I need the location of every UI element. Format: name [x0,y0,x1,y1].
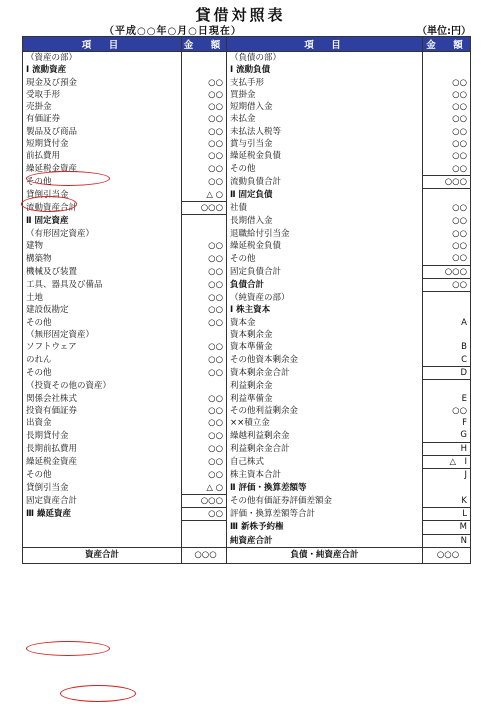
asset-item-amount: ○○ [182,163,227,176]
table-row [23,508,471,521]
table-row [23,354,471,367]
asset-item-amount: ○○ [182,265,227,278]
liability-item-amount: H [423,442,471,455]
asset-item-label: その他 [23,366,182,379]
table-row [23,405,471,417]
liability-item-amount: L [423,508,471,521]
asset-item-label: 売掛金 [23,101,182,113]
liability-item-amount: ○○ [423,202,471,215]
liability-item-label: 株主資本合計 [227,469,423,482]
asset-item-amount: ○○ [182,469,227,482]
asset-item-amount: ○○ [182,393,227,405]
liability-item-label: 支払手形 [227,77,423,89]
liability-item-label: 資本剰余金合計 [227,366,423,379]
table-row [23,429,471,442]
asset-item-amount: ○○ [182,150,227,162]
asset-item-amount: ○○ [182,417,227,429]
table-row [23,304,471,316]
table-row [23,329,471,341]
liability-item-label: 社債 [227,202,423,215]
asset-item-amount: ○○ [182,278,227,291]
table-row [23,393,471,405]
liability-item-amount: ○○ [423,240,471,252]
liability-item-label: ××積立金 [227,417,423,429]
liability-item-label: 自己株式 [227,456,423,469]
asset-item-label: ソフトウェア [23,341,182,353]
assets-item-header: 項 目 [23,37,182,52]
table-row [23,469,471,482]
liability-item-amount [423,329,471,341]
liability-item-label: 退職給付引当金 [227,228,423,240]
table-row [23,89,471,101]
table-row [23,494,471,507]
asset-item-amount: △ ○ [182,189,227,202]
total-assets-label: 資産合計 [23,548,182,564]
total-assets-amount: ○○○ [182,548,227,564]
liability-item-label: 負債合計 [227,278,423,291]
asset-item-label: 貸倒引当金 [23,482,182,495]
asset-item-amount: ○○ [182,138,227,150]
liability-item-amount: △ I [423,456,471,469]
liability-item-amount: N [423,534,471,547]
table-row [23,126,471,138]
liability-item-label: その他 [227,163,423,176]
table-row [23,366,471,379]
liability-item-amount: ○○ [423,101,471,113]
balance-sheet-table [22,36,471,564]
liability-item-label: 純資産合計 [227,534,423,547]
asset-item-label: のれん [23,354,182,367]
table-row [23,521,471,534]
liability-item-amount: M [423,521,471,534]
liability-item-amount: ○○○ [423,175,471,188]
asset-item-label: Ⅰ 流動資産 [23,64,182,76]
asset-item-amount: ○○ [182,317,227,329]
liability-item-amount: ○○ [423,278,471,291]
liability-item-amount [423,52,471,65]
liability-item-label: 未払法人税等 [227,126,423,138]
liability-item-label: Ⅰ 流動負債 [227,64,423,76]
liability-item-label: 利益剰余金 [227,380,423,393]
asset-item-label: 製品及び商品 [23,126,182,138]
liability-item-amount: ○○ [423,405,471,417]
asset-item-label: （有形固定資産） [23,228,182,240]
liability-item-label: 固定負債合計 [227,265,423,278]
liabilities-item-header: 項 目 [227,37,423,52]
liability-item-label: 長期借入金 [227,215,423,228]
asset-item-label: 出資金 [23,417,182,429]
table-row [23,64,471,76]
table-row [23,240,471,252]
asset-item-label: 関係会社株式 [23,393,182,405]
asset-item-amount [182,380,227,393]
liability-item-label: その他利益剰余金 [227,405,423,417]
asset-item-amount: ○○ [182,240,227,252]
table-header-row [23,37,471,52]
asset-item-amount: ○○ [182,366,227,379]
asset-item-amount: ○○ [182,101,227,113]
table-row [23,52,471,65]
total-liabilities-equity-amount: ○○○ [423,548,471,564]
asset-item-label: その他 [23,317,182,329]
liability-item-label: Ⅱ 固定負債 [227,189,423,202]
annotation-oval-allowance-fixed [26,641,110,656]
asset-item-amount: ○○ [182,113,227,125]
table-row [23,202,471,215]
table-row [23,534,471,547]
liability-item-label: Ⅲ 新株予約権 [227,521,423,534]
asset-item-label: 建設仮勘定 [23,304,182,316]
liability-item-amount [423,292,471,305]
asset-item-label: 投資有価証券 [23,405,182,417]
table-row [23,482,471,495]
asset-item-amount: ○○ [182,456,227,469]
liability-item-label: （純資産の部） [227,292,423,305]
asset-item-label: （投資その他の資産） [23,380,182,393]
liability-item-amount: ○○ [423,163,471,176]
table-row [23,380,471,393]
liability-item-amount [423,64,471,76]
asset-item-label: 有価証券 [23,113,182,125]
table-row [23,442,471,455]
document-title: 貸借対照表 [195,6,286,24]
liability-item-amount: E [423,393,471,405]
liability-item-label: 流動負債合計 [227,175,423,188]
liability-item-amount: ○○ [423,113,471,125]
liability-item-label: Ⅱ 評価・換算差額等 [227,482,423,495]
annotation-oval-total-assets [60,685,136,702]
liability-item-amount: ○○ [423,138,471,150]
asset-item-amount: ○○ [182,292,227,305]
table-row [23,228,471,240]
asset-item-label: その他 [23,469,182,482]
asset-item-label: 長期貸付金 [23,429,182,442]
asset-item-amount: ○○ [182,508,227,521]
liability-item-amount: ○○ [423,89,471,101]
table-row [23,456,471,469]
liability-item-amount: ○○ [423,150,471,162]
table-row [23,77,471,89]
asset-item-label: 構築物 [23,252,182,265]
liability-item-amount [423,380,471,393]
asset-item-amount: ○○ [182,126,227,138]
liability-item-label: 買掛金 [227,89,423,101]
table-row [23,341,471,353]
asset-item-label: その他 [23,175,182,188]
liability-item-amount [423,304,471,316]
table-row [23,101,471,113]
liability-item-amount: A [423,317,471,329]
liability-item-label: 繰延税金負債 [227,240,423,252]
liability-item-amount: ○○ [423,77,471,89]
asset-item-label: 前払費用 [23,150,182,162]
table-row [23,150,471,162]
liability-item-label: 賞与引当金 [227,138,423,150]
liability-item-amount [423,189,471,202]
asset-item-label: 現金及び預金 [23,77,182,89]
asset-item-amount [182,64,227,76]
asset-item-amount: ○○ [182,405,227,417]
asset-item-amount: ○○ [182,77,227,89]
asset-item-label: 繰延税金資産 [23,456,182,469]
asset-item-amount: ○○ [182,175,227,188]
asset-item-label [23,534,182,547]
table-row [23,175,471,188]
table-row [23,317,471,329]
asset-item-amount: ○○ [182,252,227,265]
assets-amount-header: 金 額 [182,37,227,52]
table-row [23,113,471,125]
liability-item-label: （負債の部） [227,52,423,65]
asset-item-label [23,521,182,534]
table-row [23,252,471,265]
asset-item-label: 貸倒引当金 [23,189,182,202]
asset-item-amount [182,521,227,534]
liability-item-amount: B [423,341,471,353]
liability-item-label: その他有価証券評価差額金 [227,494,423,507]
asset-item-label: 受取手形 [23,89,182,101]
liability-item-label: その他資本剰余金 [227,354,423,367]
asset-item-amount: ○○ [182,341,227,353]
liability-item-label: 資本準備金 [227,341,423,353]
liabilities-amount-header: 金 額 [423,37,471,52]
asset-item-amount: ○○ [182,442,227,455]
table-row [23,215,471,228]
asset-item-amount [182,215,227,228]
asset-item-amount: ○○○ [182,202,227,215]
asset-item-label: （無形固定資産） [23,329,182,341]
liability-item-label: 繰越利益剰余金 [227,429,423,442]
total-liabilities-equity-label: 負債・純資産合計 [227,548,423,564]
asset-item-label: （資産の部） [23,52,182,65]
liability-item-label: 利益剰余金合計 [227,442,423,455]
asset-item-label: 流動資産合計 [23,202,182,215]
asset-item-amount [182,228,227,240]
asset-item-label: 長期前払費用 [23,442,182,455]
liability-item-label: 繰延税金負債 [227,150,423,162]
liability-item-amount: J [423,469,471,482]
document-date: （平成○○年○月○日現在） [104,26,242,37]
liability-item-amount: ○○○ [423,265,471,278]
liability-item-amount: ○○ [423,252,471,265]
asset-item-label: 機械及び装置 [23,265,182,278]
liability-item-label: Ⅰ 株主資本 [227,304,423,316]
asset-item-amount: ○○○ [182,494,227,507]
asset-item-amount: ○○ [182,304,227,316]
liability-item-amount: C [423,354,471,367]
asset-item-label: 短期貸付金 [23,138,182,150]
asset-item-amount [182,534,227,547]
liability-item-amount [423,482,471,495]
asset-item-amount [182,329,227,341]
liability-item-amount: D [423,366,471,379]
liability-item-label: その他 [227,252,423,265]
grand-total-row [23,548,471,564]
asset-item-amount: ○○ [182,429,227,442]
asset-item-label: 建物 [23,240,182,252]
liability-item-label: 未払金 [227,113,423,125]
liability-item-amount: K [423,494,471,507]
table-row [23,292,471,305]
liability-item-label: 資本金 [227,317,423,329]
liability-item-amount: ○○ [423,215,471,228]
table-row [23,265,471,278]
liability-item-amount: ○○ [423,228,471,240]
liability-item-amount: ○○ [423,126,471,138]
asset-item-amount: △ ○ [182,482,227,495]
asset-item-label: 固定資産合計 [23,494,182,507]
liability-item-amount: G [423,429,471,442]
asset-item-label: 土地 [23,292,182,305]
asset-item-label: 工具、器具及び備品 [23,278,182,291]
asset-item-amount [182,52,227,65]
table-row [23,417,471,429]
liability-item-label: 短期借入金 [227,101,423,113]
balance-sheet-body [23,52,471,548]
table-row [23,189,471,202]
liability-item-amount: F [423,417,471,429]
asset-item-label: Ⅱ 固定資産 [23,215,182,228]
liability-item-label: 評価・換算差額等合計 [227,508,423,521]
asset-item-label: 繰延税金資産 [23,163,182,176]
asset-item-amount: ○○ [182,354,227,367]
table-row [23,278,471,291]
asset-item-amount: ○○ [182,89,227,101]
liability-item-label: 資本剰余金 [227,329,423,341]
liability-item-label: 利益準備金 [227,393,423,405]
unit-label: （単位:円） [417,26,471,37]
asset-item-label: Ⅲ 繰延資産 [23,508,182,521]
table-row [23,163,471,176]
table-row [23,138,471,150]
